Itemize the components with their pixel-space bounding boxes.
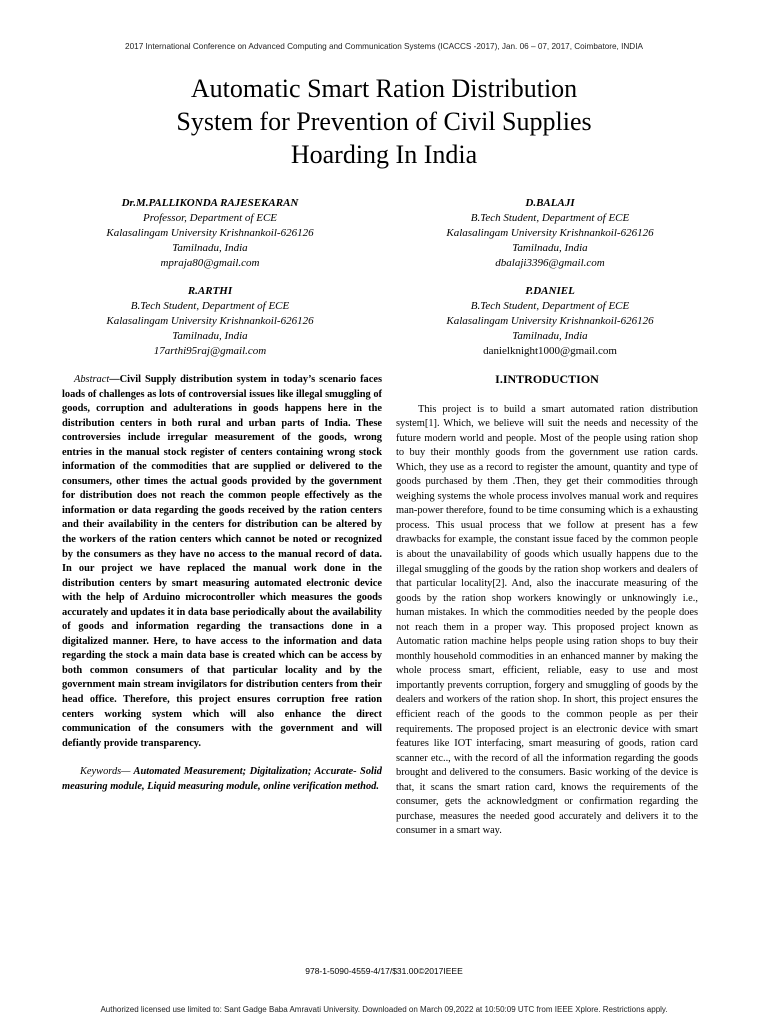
author-email: danielknight1000@gmail.com <box>483 345 617 357</box>
author-location: Tamilnadu, India <box>512 330 588 342</box>
abstract-dash: — <box>109 374 120 385</box>
author-role: B.Tech Student, Department of ECE <box>470 300 630 312</box>
keywords <box>62 765 382 794</box>
title-line: System for Prevention of Civil Supplies <box>176 107 592 136</box>
author-name: D.BALAJI <box>525 197 575 209</box>
author-name: P.DANIEL <box>525 285 575 297</box>
introduction-paragraph: This project is to build a smart automated ration distribution system[1]. Which, we believe will suit the needs and necessity of the future modern world and people. Most of the people using ration shop to buy their monthly goods from the government use ration cards. Which, they use as a record to register the amount, quantity and type of goods purchased by them .Then, they get their commodities through weighing systems the whole process involves manual work and requires man-power therefore, found to be time consuming which is a exhausting process. This usual process that we follow at present has a few drawbacks for example, the constant issue faced by the common people is about the unavailability of goods which usually happens due to the illegal smuggling of the goods by the ration shop workers and dealers of that particular locality[2]. And, also the inaccurate measuring of the goods by the ration shop workers knowingly or unknowingly i.e., human mistakes. In which the commodities needed by the people does not reach them in a proper way. This proposed project known as Automatic ration machine helps people using ration shops to buy their monthly household commodities in an enhanced manner by making the whole process smart, efficient, reliable, easy to use and most importantly prevents corruption, forgery and smuggling of goods by the dealers and workers of the ration shop. In short, this project ensures the efficient reach of the goods to the common people as per their requirements. The proposed project is an electronic device with smart features like IOT interfacing, smart measuring of goods, ration card scanner etc.., with the record of all the information regarding the goods brought and delivered to the consumers. Basic working of the device is that, it scans the smart ration card, knows the requirements of the consumer, gets the acknowledgment or confirmation regarding the purchase, measures the needed good accurately and delivers it to the consumer in a smart way. <box>396 403 698 837</box>
author-role: B.Tech Student, Department of ECE <box>470 212 630 224</box>
author-affiliation: Kalasalingam University Krishnankoil-626126 <box>106 315 314 327</box>
author-role: Professor, Department of ECE <box>142 212 278 224</box>
conference-header: 2017 International Conference on Advanced Computing and Communication Systems (ICACCS -2017), Jan. 06 – 07, 2017, Coimbatore, INDIA <box>125 42 643 51</box>
author-affiliation: Kalasalingam University Krishnankoil-626126 <box>446 227 654 239</box>
paper-title <box>90 72 678 171</box>
author-role: B.Tech Student, Department of ECE <box>130 300 290 312</box>
section-heading: I.INTRODUCTION <box>495 372 599 386</box>
right-column <box>396 372 698 839</box>
title-line: Hoarding In India <box>290 140 478 169</box>
author-1 <box>60 196 360 271</box>
author-name: R.ARTHI <box>187 285 233 297</box>
author-4 <box>400 284 700 359</box>
isbn-footer: 978-1-5090-4559-4/17/$31.00©2017IEEE <box>305 966 463 976</box>
author-location: Tamilnadu, India <box>172 242 248 254</box>
title-line: Automatic Smart Ration Distribution <box>190 74 578 103</box>
license-notice: Authorized licensed use limited to: Sant Gadge Baba Amravati University. Downloaded on March 09,2022 at 10:50:09 UTC from IEEE Xplore. Restrictions apply. <box>100 1005 668 1014</box>
author-affiliation: Kalasalingam University Krishnankoil-626126 <box>106 227 314 239</box>
author-email: mpraja80@gmail.com <box>160 257 260 269</box>
abstract-text: Civil Supply distribution system in today’s scenario faces loads of challenges as lots of controversial issues like illegal smuggling of goods, corruption and adulterations in goods happens here in the distribution centers in both rural and urban parts of India. These controversies include irregular measurement of the goods, wrong entries in the manual stock register of centers containing wrong stock information of the commodities that are supplied or delivered to the consumers, other times the actual goods provided by the government for distribution does not reach the common people effectively as the information or data regarding the goods received by the ration centers and their availability in the centers for distribution can be altered by the workers of the ration centers which cannot be noted or recognized by the consumers as they have no access to the manual record of data. In our project we have replaced the manual work done in the distribution centers by smart measuring automated electronic device with the help of Arduino microcontroller which measures the goods accurately and updates it in data base periodically about the availability of goods and information regarding the transactions done in a digitalized manner. Here, to have access to the information and data regarding the stock a main data base is created which can be access by both common consumers of that particular locality and by the government main stream invigilators for distribution centers from their head office. Therefore, this project ensures corruption free ration centers working system which will also enhance the direct communication of the consumers with the government and will defiantly provide transparency. <box>62 374 382 749</box>
author-email: dbalaji3396@gmail.com <box>495 257 605 269</box>
author-name: Dr.M.PALLIKONDA RAJESEKARAN <box>121 197 299 209</box>
left-column <box>62 373 382 794</box>
author-affiliation: Kalasalingam University Krishnankoil-626126 <box>446 315 654 327</box>
abstract-label: Abstract <box>74 374 110 385</box>
keywords-text: Automated Measurement; Digitalization; Accurate- Solid measuring module, Liquid measuring module, online verification method. <box>62 766 382 792</box>
author-location: Tamilnadu, India <box>172 330 248 342</box>
author-email: 17arthi95raj@gmail.com <box>153 345 267 357</box>
author-2 <box>400 196 700 271</box>
author-3 <box>60 284 360 359</box>
abstract <box>62 373 382 751</box>
author-location: Tamilnadu, India <box>512 242 588 254</box>
keywords-label: Keywords— <box>80 766 131 778</box>
